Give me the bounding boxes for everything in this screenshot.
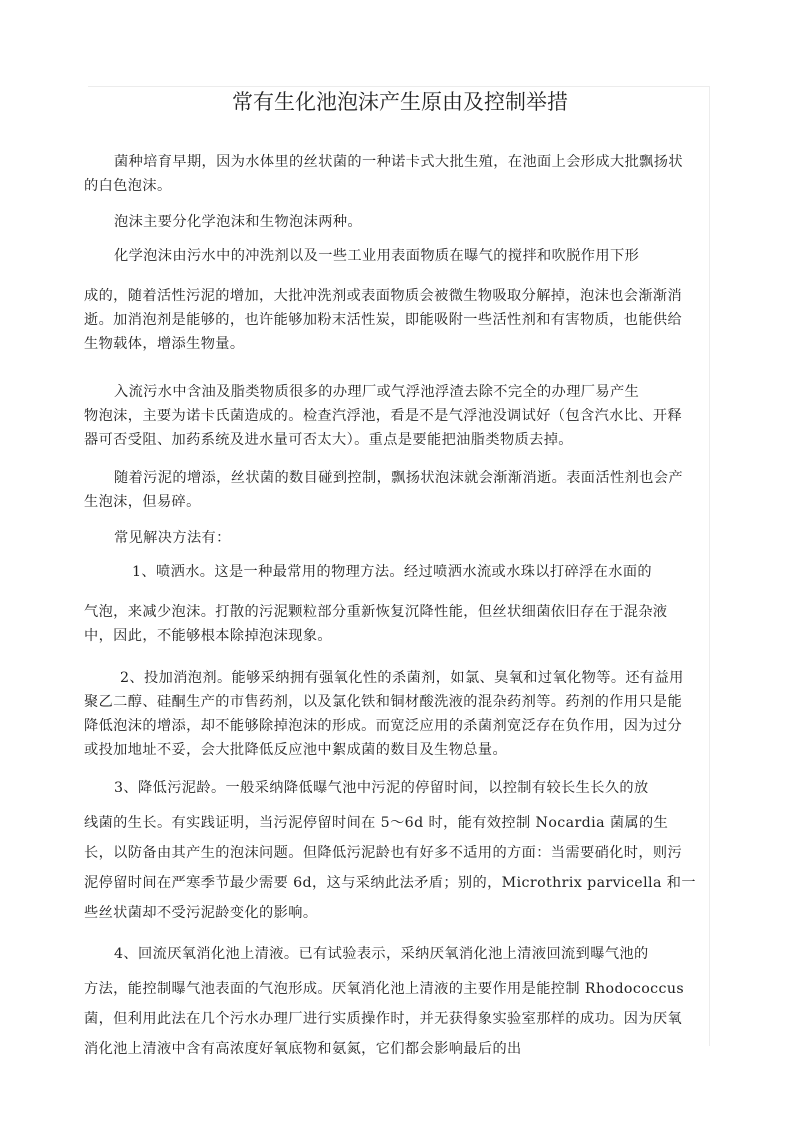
method-4-continued: 方法，能控制曝气池表面的气泡形成。厌氧消化池上清液的主要作用是能控制 Rhodococcus 菌，但利用此法在几个污水办理厂进行实质操作时，并无获得象实验室那样的成功。因为厌氧消化池上清液中含有高浓度好氧底物和氨氮，它们都会影响最后的出 — [84, 981, 685, 1057]
paragraph-5: 随着污泥的增添，丝状菌的数目碰到控制，飘扬状泡沫就会渐渐消逝。表面活性剂也会产生泡沫，但易碎。 — [84, 470, 683, 510]
paragraph-1: 菌种培育早期，因为水体里的丝状菌的一种诺卡式大批生殖，在池面上会形成大批飘扬状的白色泡沫。 — [84, 154, 683, 194]
paragraph-4-continued: 物泡沫，主要为诺卡氏菌造成的。检查汽浮池，看是不是气浮池没调试好（包含汽水比、开释器可否受阻、加药系统及进水量可否太大）。重点是要能把油脂类物质去掉。 — [84, 408, 683, 448]
method-1-first-line: 1、喷洒水。这是一种最常用的物理方法。经过喷洒水流或水珠以打碎浮在水面的 — [132, 564, 652, 580]
method-3-continued: 线菌的生长。有实践证明，当污泥停留时间在 5～6d 时，能有效控制 Nocardia 菌属的生长，以防备由其产生的泡沫问题。但降低污泥龄也有好多不适用的方面：当需要硝化时，则污泥停留时间在严寒季节最少需要 6d，这与采纳此法矛盾；别的，Microthrix parvicella 和一些丝状菌却不受污泥龄变化的影响。 — [84, 815, 696, 921]
method-3-first-line: 3、降低污泥龄。一般采纳降低曝气池中污泥的停留时间，以控制有较长生长久的放 — [114, 780, 649, 796]
document-page — [84, 88, 696, 1064]
page-frame-right — [709, 86, 710, 1046]
method-2: 2、投加消泡剂。能够采纳拥有强氧化性的杀菌剂，如氯、臭氧和过氧化物等。还有益用聚乙二醇、硅酮生产的市售药剂，以及氯化铁和铜材酸洗液的混杂药剂等。药剂的作用只是能降低泡沫的增添，却不能够除掉泡沫的形成。而宽泛应用的杀菌剂宽泛存在负作用，因为过分或投加地址不妥，会大批降低反应池中絮成菌的数目及生物总量。 — [84, 670, 684, 758]
method-4-first-line: 4、回流厌氧消化池上清液。已有试验表示，采纳厌氧消化池上清液回流到曝气池的 — [114, 946, 649, 962]
paragraph-2: 泡沫主要分化学泡沫和生物泡沫两种。 — [114, 214, 362, 230]
page-frame-top — [88, 86, 710, 87]
paragraph-4-first-line: 入流污水中含油及脂类物质很多的办理厂或气浮池浮渣去除不完全的办理厂易产生 — [114, 384, 640, 400]
paragraph-3-continued: 成的，随着活性污泥的增加，大批冲洗剂或表面物质会被微生物吸取分解掉，泡沫也会渐渐消逝。加消泡剂是能够的，也许能够加粉末活性炭，即能吸附一些活性剂和有害物质，也能供给生物载体，增添生物量。 — [84, 288, 683, 352]
document-title: 常有生化池泡沫产生原由及控制举措 — [232, 90, 568, 114]
method-1-continued: 气泡，来减少泡沫。打散的污泥颗粒部分重新恢复沉降性能，但丝状细菌依旧存在于混杂液中，因此，不能够根本除掉泡沫现象。 — [84, 604, 668, 644]
paragraph-3-first-line: 化学泡沫由污水中的冲洗剂以及一些工业用表面物质在曝气的搅拌和吹脱作用下形 — [114, 248, 640, 264]
paragraph-6: 常见解决方法有： — [114, 530, 231, 546]
